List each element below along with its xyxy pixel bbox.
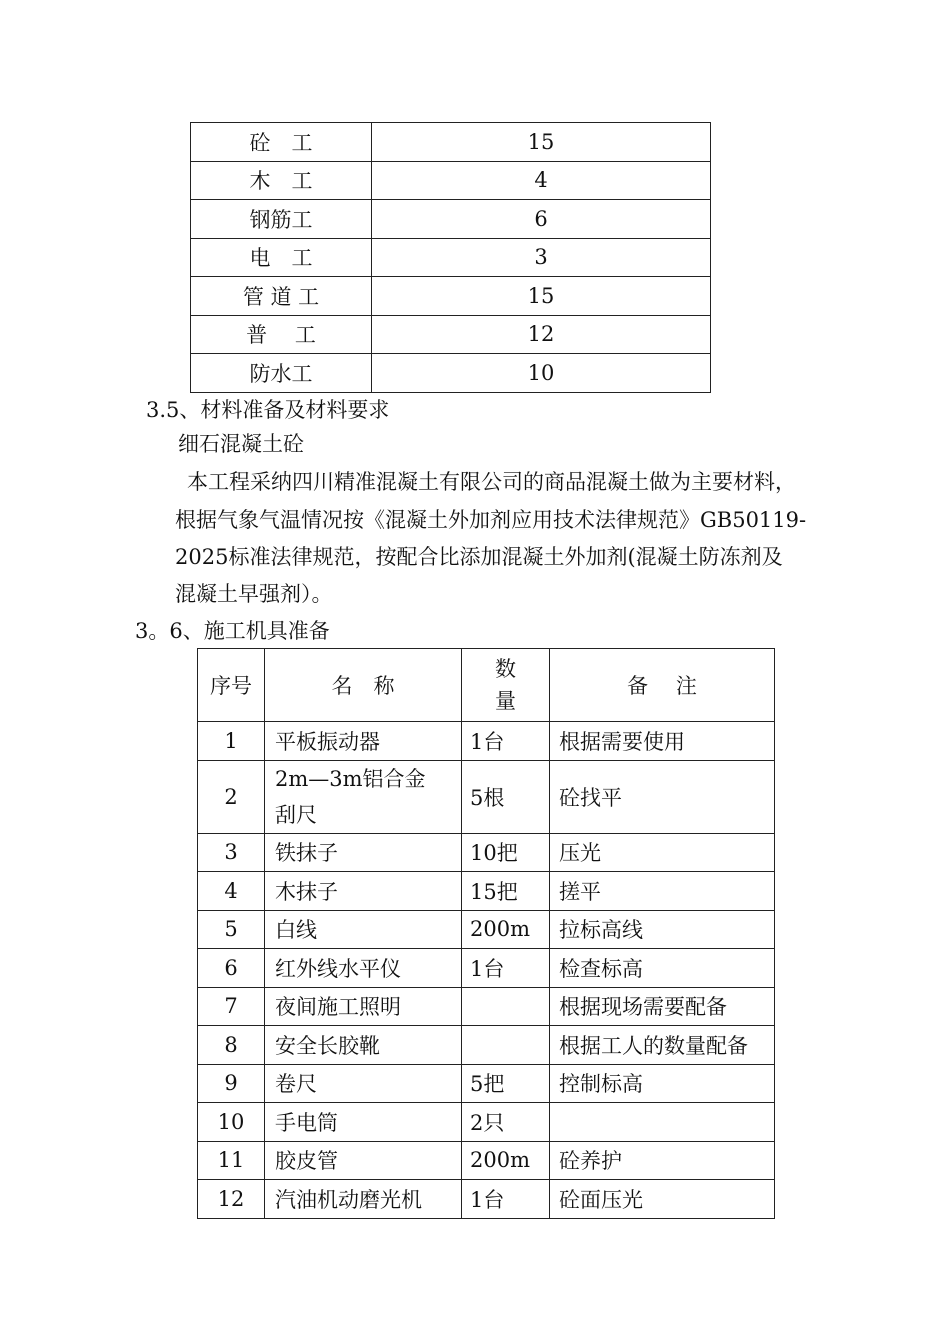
row-note: 压光 bbox=[550, 833, 775, 872]
table-row bbox=[198, 872, 775, 911]
table-header-row bbox=[198, 649, 775, 722]
row-index: 3 bbox=[198, 833, 265, 872]
row-name: 夜间施工照明 bbox=[265, 987, 462, 1026]
row-index: 12 bbox=[198, 1180, 265, 1219]
row-qty: 15把 bbox=[462, 872, 550, 911]
row-note: 根据需要使用 bbox=[550, 722, 775, 761]
row-name: 木抹子 bbox=[265, 872, 462, 911]
header-note: 备 注 bbox=[550, 649, 775, 722]
table-row bbox=[198, 833, 775, 872]
table-row bbox=[191, 354, 711, 393]
section-heading: 3.5、材料准备及材料要求 bbox=[146, 398, 390, 422]
row-index: 8 bbox=[198, 1026, 265, 1065]
row-note bbox=[550, 1103, 775, 1142]
worker-type: 电 工 bbox=[191, 238, 372, 277]
table-row bbox=[198, 949, 775, 988]
row-note: 砼找平 bbox=[550, 760, 775, 833]
worker-count: 3 bbox=[372, 238, 711, 277]
row-name: 平板振动器 bbox=[265, 722, 462, 761]
row-name: 红外线水平仪 bbox=[265, 949, 462, 988]
row-index: 6 bbox=[198, 949, 265, 988]
worker-type: 砼 工 bbox=[191, 123, 372, 162]
row-qty: 200m bbox=[462, 1141, 550, 1180]
header-qty-top: 数 bbox=[495, 657, 516, 681]
row-index: 1 bbox=[198, 722, 265, 761]
row-name: 白线 bbox=[265, 910, 462, 949]
row-qty: 10把 bbox=[462, 833, 550, 872]
worker-count: 10 bbox=[372, 354, 711, 393]
paragraph-line: 根据气象气温情况按《混凝土外加剂应用技术法律规范》GB50119- bbox=[175, 508, 807, 532]
table-row bbox=[191, 200, 711, 239]
row-note: 根据工人的数量配备 bbox=[550, 1026, 775, 1065]
worker-count: 12 bbox=[372, 315, 711, 354]
worker-count: 6 bbox=[372, 200, 711, 239]
row-qty: 1台 bbox=[462, 949, 550, 988]
row-index: 11 bbox=[198, 1141, 265, 1180]
row-index: 10 bbox=[198, 1103, 265, 1142]
header-name: 名 称 bbox=[265, 649, 462, 722]
paragraph-line: 2025标准法律规范，按配合比添加混凝土外加剂(混凝土防冻剂及 bbox=[175, 545, 783, 569]
row-qty bbox=[462, 1026, 550, 1065]
labor-table bbox=[190, 122, 711, 393]
row-qty: 2只 bbox=[462, 1103, 550, 1142]
row-name: 手电筒 bbox=[265, 1103, 462, 1142]
table-row bbox=[191, 238, 711, 277]
row-index: 9 bbox=[198, 1064, 265, 1103]
table-row bbox=[198, 760, 775, 833]
worker-type: 普 工 bbox=[191, 315, 372, 354]
header-index: 序号 bbox=[198, 649, 265, 722]
paragraph-line: 本工程采纳四川精准混凝土有限公司的商品混凝土做为主要材料， bbox=[187, 470, 796, 494]
row-note: 砼面压光 bbox=[550, 1180, 775, 1219]
worker-count: 4 bbox=[372, 161, 711, 200]
header-qty bbox=[462, 649, 550, 722]
row-name: 胶皮管 bbox=[265, 1141, 462, 1180]
row-name: 汽油机动磨光机 bbox=[265, 1180, 462, 1219]
row-note: 搓平 bbox=[550, 872, 775, 911]
row-note: 砼养护 bbox=[550, 1141, 775, 1180]
table-row bbox=[198, 910, 775, 949]
section-subheading: 细石混凝土砼 bbox=[178, 432, 304, 456]
worker-count: 15 bbox=[372, 277, 711, 316]
row-note: 控制标高 bbox=[550, 1064, 775, 1103]
row-name: 卷尺 bbox=[265, 1064, 462, 1103]
row-index: 2 bbox=[198, 760, 265, 833]
row-qty bbox=[462, 987, 550, 1026]
section-heading: 3。6、施工机具准备 bbox=[135, 619, 330, 643]
worker-type: 管 道 工 bbox=[191, 277, 372, 316]
worker-type: 钢筋工 bbox=[191, 200, 372, 239]
table-row bbox=[198, 987, 775, 1026]
row-qty: 1台 bbox=[462, 722, 550, 761]
row-name: 安全长胶靴 bbox=[265, 1026, 462, 1065]
worker-count: 15 bbox=[372, 123, 711, 162]
header-qty-bottom: 量 bbox=[495, 689, 516, 713]
worker-type: 木 工 bbox=[191, 161, 372, 200]
table-row bbox=[198, 1064, 775, 1103]
row-qty: 5把 bbox=[462, 1064, 550, 1103]
table-row bbox=[198, 1026, 775, 1065]
table-row bbox=[191, 123, 711, 162]
row-qty: 200m bbox=[462, 910, 550, 949]
table-row bbox=[198, 1180, 775, 1219]
table-row bbox=[198, 1141, 775, 1180]
table-row bbox=[198, 1103, 775, 1142]
tools-table bbox=[197, 648, 775, 1219]
table-row bbox=[191, 315, 711, 354]
paragraph-line: 混凝土早强剂）。 bbox=[175, 582, 333, 606]
table-row bbox=[191, 161, 711, 200]
row-name bbox=[265, 760, 462, 833]
row-qty: 5根 bbox=[462, 760, 550, 833]
row-note: 拉标高线 bbox=[550, 910, 775, 949]
row-name: 铁抹子 bbox=[265, 833, 462, 872]
row-index: 5 bbox=[198, 910, 265, 949]
worker-type: 防水工 bbox=[191, 354, 372, 393]
row-note: 检查标高 bbox=[550, 949, 775, 988]
row-name-text: 2m—3m铝合金刮尺 bbox=[275, 766, 426, 827]
row-index: 7 bbox=[198, 987, 265, 1026]
table-row bbox=[198, 722, 775, 761]
table-row bbox=[191, 277, 711, 316]
row-note: 根据现场需要配备 bbox=[550, 987, 775, 1026]
row-index: 4 bbox=[198, 872, 265, 911]
row-qty: 1台 bbox=[462, 1180, 550, 1219]
